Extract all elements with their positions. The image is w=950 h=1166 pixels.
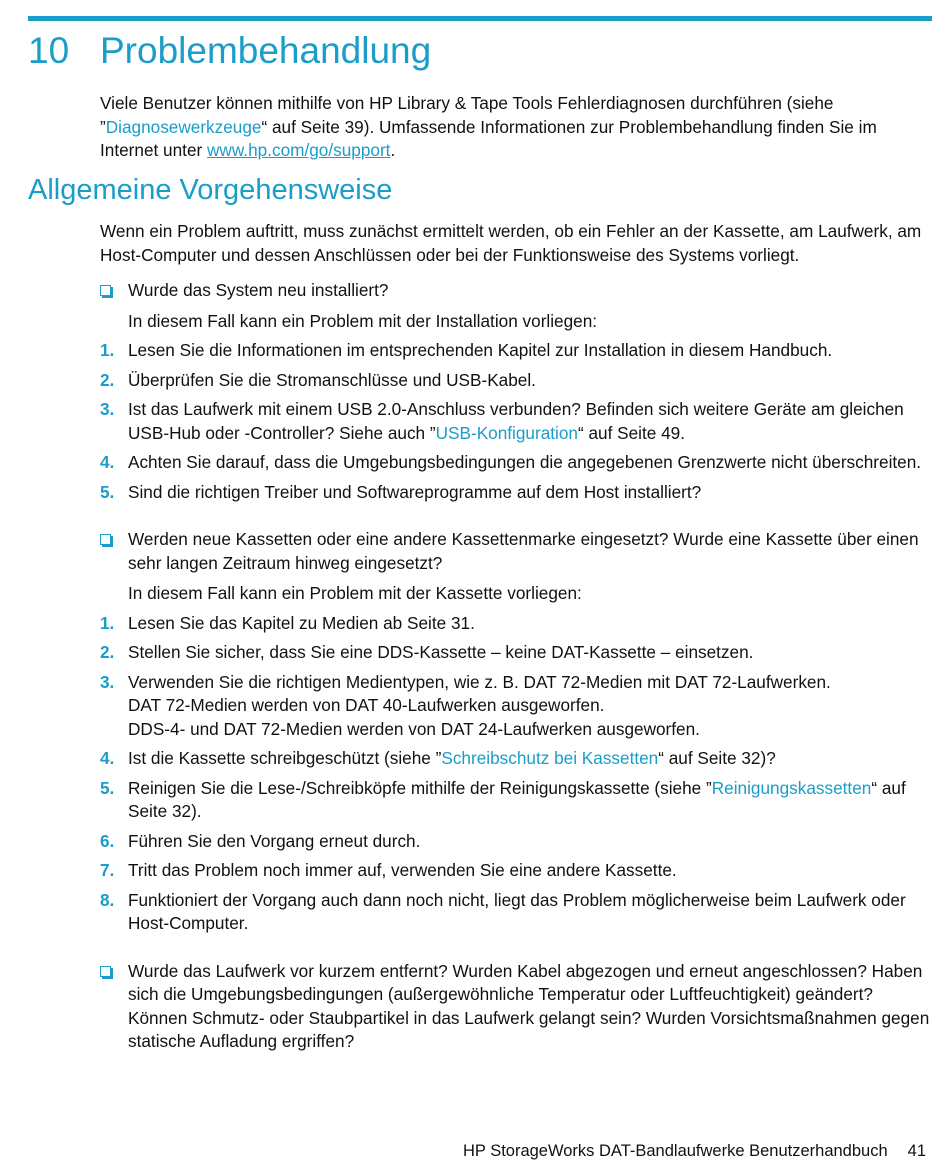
list-item: 5. Sind die richtigen Treiber und Softwareprogramme auf dem Host installiert? — [100, 481, 702, 502]
link-usb-konfiguration[interactable]: USB-Konfiguration — [435, 422, 578, 443]
list-item: 6. Führen Sie den Vorgang erneut durch. — [100, 830, 421, 851]
link-reinigungskassetten[interactable]: Reinigungskassetten — [711, 777, 872, 798]
list-item: 2. Überprüfen Sie die Stromanschlüsse und USB-Kabel. — [100, 369, 536, 390]
page-footer — [463, 1142, 926, 1161]
checkbox-icon — [100, 966, 111, 977]
list-item: 4. Achten Sie darauf, dass die Umgebungsbedingungen die angegebenen Grenzwerte nicht überschreiten. — [100, 452, 922, 472]
link-hp-support[interactable]: www.hp.com/go/support — [207, 140, 391, 160]
link-diagnosewerkzeuge[interactable]: Diagnosewerkzeuge — [105, 116, 262, 137]
page-number: 41 — [907, 1142, 926, 1160]
footer-title: HP StorageWorks DAT-Bandlaufwerke Benutzerhandbuch — [462, 1142, 888, 1160]
chapter-number: 10 — [28, 30, 70, 71]
checklist-item-installation: Wurde das System neu installiert? — [100, 279, 930, 303]
list-item: 8. Funktioniert der Vorgang auch dann noch nicht, liegt das Problem möglicherweise beim Laufwerk oder Host-Computer. — [100, 889, 906, 933]
section-title: Allgemeine Vorgehensweise — [28, 174, 393, 206]
list-item: 2. Stellen Sie sicher, dass Sie eine DDS-Kassette – keine DAT-Kassette – einsetzen. — [100, 642, 754, 662]
chapter-title-text: Problembehandlung — [100, 30, 432, 71]
list-item: 1. Lesen Sie die Informationen im entsprechenden Kapitel zur Installation in diesem Handbuch. — [100, 340, 833, 360]
list-item: 3. Ist das Laufwerk mit einem USB 2.0-Anschluss verbunden? Befinden sich weitere Geräte am gleichen USB-Hub oder -Controller? Siehe auch ”USB-Konfiguration“ auf Seite 49. — [100, 399, 904, 443]
list-item: 7. Tritt das Problem noch immer auf, verwenden Sie eine andere Kassette. — [100, 860, 677, 880]
checkbox-icon — [100, 285, 111, 296]
checklist-item-cassettes: Werden neue Kassetten oder eine andere Kassettenmarke eingesetzt? Wurde eine Kassette über einen sehr langen Zeitraum hinweg eingesetzt? — [100, 528, 930, 575]
section-body — [100, 220, 930, 1054]
intro-block — [100, 92, 930, 163]
link-schreibschutz[interactable]: Schreibschutz bei Kassetten — [441, 748, 659, 768]
list-item: 3. Verwenden Sie die richtigen Medientypen, wie z. B. DAT 72-Medien mit DAT 72-Laufwerken. DAT 72-Medien werden von DAT 40-Laufwerken ausgeworfen. DDS-4- und DAT 72-Medien werden von DAT 24-Laufwerken ausgeworfen. — [100, 671, 831, 739]
list-item: 4. Ist die Kassette schreibgeschützt (siehe ”Schreibschutz bei Kassetten“ auf Seite 32)? — [100, 748, 776, 768]
chapter-title — [28, 28, 431, 74]
top-rule — [28, 16, 932, 21]
group1-note: In diesem Fall kann ein Problem mit der Installation vorliegen: — [128, 310, 598, 331]
checkbox-icon — [100, 534, 111, 545]
group2-note: In diesem Fall kann ein Problem mit der Kassette vorliegen: — [128, 583, 582, 603]
list-item: 5. Reinigen Sie die Lese-/Schreibköpfe mithilfe der Reinigungskassette (siehe ”Reinigungskassetten“ auf Seite 32). — [100, 777, 906, 821]
checklist-item-drive-removed: Wurde das Laufwerk vor kurzem entfernt? Wurden Kabel abgezogen und erneut angeschlossen? Haben sich die Umgebungsbedingungen (außergewöhnliche Temperatur oder Luftfeuchtigkeit) geändert? Können Schmutz- oder Staubpartikel in das Laufwerk gelangt sein? Wurden Vorsichtsmaßnahmen gegen statische Aufladung ergriffen? — [100, 960, 930, 1054]
intro-paragraph: Viele Benutzer können mithilfe von HP Library & Tape Tools Fehlerdiagnosen durchführen (siehe ”Diagnosewerkzeuge“ auf Seite 39). Umfassende Informationen zur Problembehandlung finden Sie im Internet unter www.hp.com/go/support. — [100, 93, 877, 160]
list-item: 1. Lesen Sie das Kapitel zu Medien ab Seite 31. — [100, 612, 475, 633]
section-lead: Wenn ein Problem auftritt, muss zunächst ermittelt werden, ob ein Fehler an der Kassette, am Laufwerk, am Host-Computer und dessen Anschlüssen oder bei der Funktionsweise des Systems vorliegt. — [100, 221, 922, 265]
